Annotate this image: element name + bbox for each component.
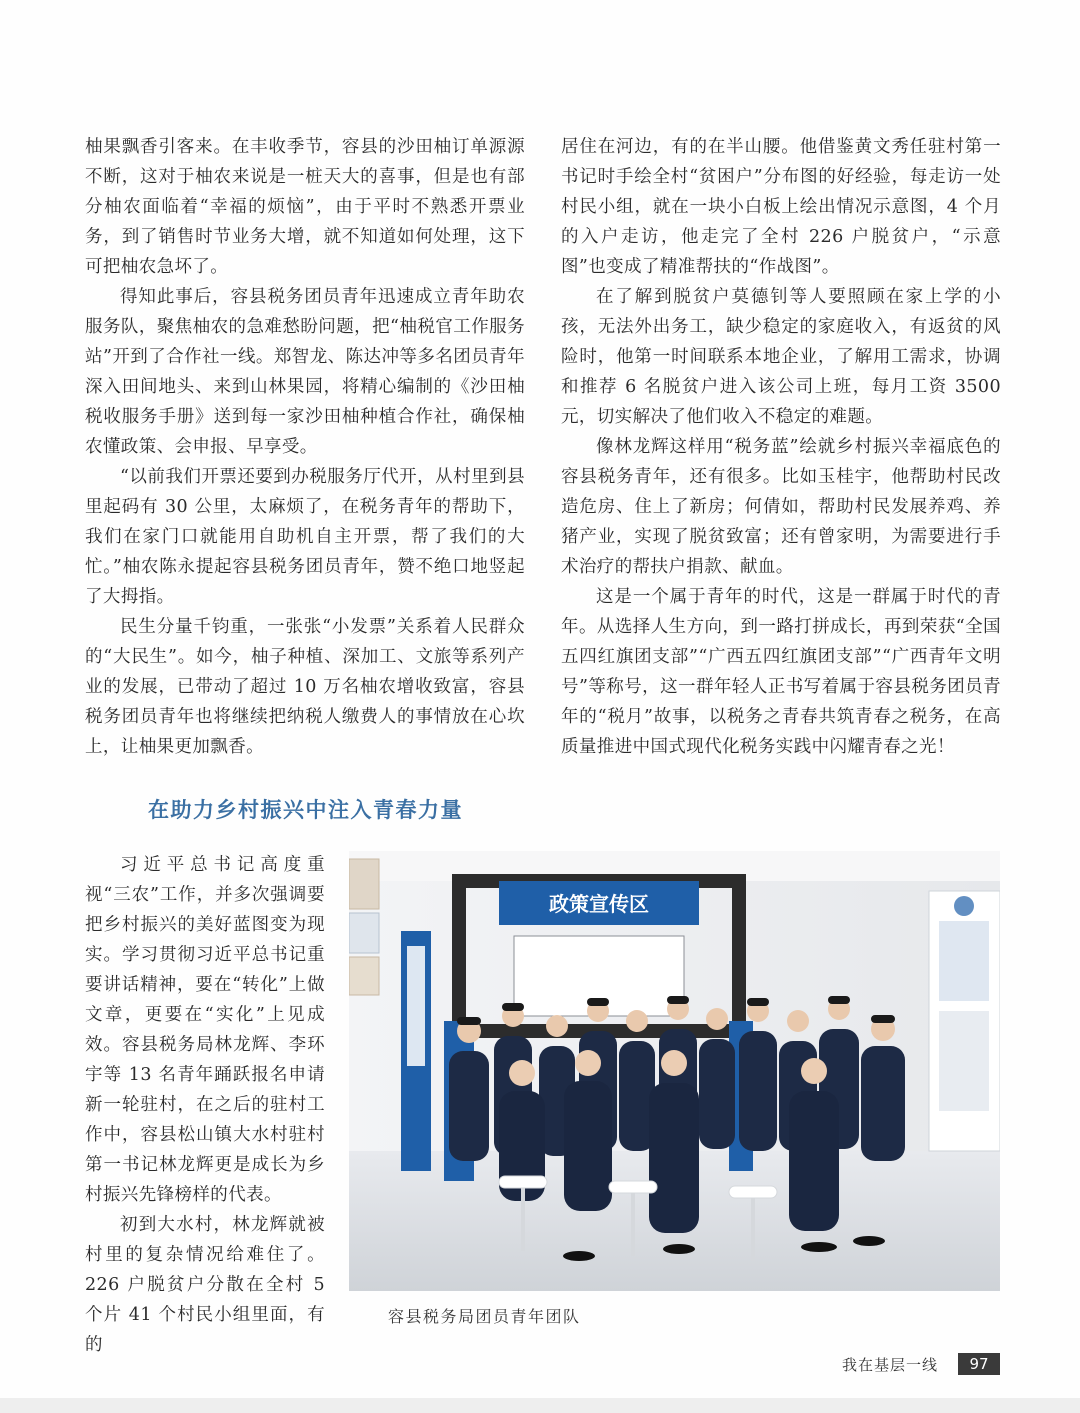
paragraph: 得知此事后，容县税务团员青年迅速成立青年助农服务队，聚焦柚农的急难愁盼问题，把“柚税官工作服务站”开到了合作社一线。郑智龙、陈达冲等多名团员青年深入田间地头、来到山林果园，将精心编制的《沙田柚税收服务手册》送到每一家沙田柚种植合作社，确保柚农懂政策、会申报、早享受。 bbox=[85, 287, 525, 457]
bottom-margin bbox=[0, 1398, 1080, 1413]
paragraph: 居住在河边，有的在半山腰。他借鉴黄文秀任驻村第一书记时手绘全村“贫困户”分布图的好经验，每走访一处村民小组，就在一块小白板上绘出情况示意图，4 个月的入户走访，他走完了全村 226 户脱贫户，“示意图”也变成了精准帮扶的“作战图”。 bbox=[561, 137, 1001, 277]
paragraph: 在了解到脱贫户莫德钊等人要照顾在家上学的小孩，无法外出务工，缺少稳定的家庭收入，有返贫的风险时，他第一时间联系本地企业，了解用工需求，协调和推荐 6 名脱贫户进入该公司上班，每月工资 3500 元，切实解决了他们收入不稳定的难题。 bbox=[561, 287, 1001, 427]
paragraph: 民生分量千钧重，一张张“小发票”关系着人民群众的“大民生”。如今，柚子种植、深加工、文旅等系列产业的发展，已带动了超过 10 万名柚农增收致富，容县税务团员青年也将继续把纳税人缴费人的事情放在心坎上，让柚果更加飘香。 bbox=[85, 617, 525, 757]
left-column-top bbox=[85, 132, 525, 762]
paragraph: 柚果飘香引客来。在丰收季节，容县的沙田柚订单源源不断，这对于柚农来说是一桩天大的喜事，但是也有部分柚农面临着“幸福的烦恼”，由于平时不熟悉开票业务，到了销售时节业务大增，就不知道如何处理，这下可把柚农急坏了。 bbox=[85, 137, 525, 277]
paragraph: 这是一个属于青年的时代，这是一群属于时代的青年。从选择人生方向，到一路打拼成长，再到荣获“全国五四红旗团支部”“广西五四红旗团支部”“广西青年文明号”等称号，这一群年轻人正书写着属于容县税务团员青年的“税月”故事，以税务之青春共筑青春之税务，在高质量推进中国式现代化税务实践中闪耀青春之光！ bbox=[561, 587, 1001, 757]
section-heading: 在助力乡村振兴中注入青春力量 bbox=[148, 798, 463, 822]
left-column-bottom bbox=[85, 850, 325, 1360]
footer-column-title: 我在基层一线 bbox=[842, 1356, 939, 1374]
group-photo-illustration bbox=[349, 851, 1000, 1291]
paragraph: 习近平总书记高度重视“三农”工作，并多次强调要把乡村振兴的美好蓝图变为现实。学习贯彻习近平总书记重要讲话精神，要在“转化”上做文章，更要在“实化”上见成效。容县税务局林龙辉、李环宇等 13 名青年踊跃报名申请新一轮驻村，在之后的驻村工作中，容县松山镇大水村驻村第一书记林龙辉更是成长为乡村振兴先锋榜样的代表。 bbox=[85, 855, 325, 1205]
photo-caption: 容县税务局团员青年团队 bbox=[388, 1307, 581, 1326]
paragraph: “以前我们开票还要到办税服务厅代开，从村里到县里起码有 30 公里，太麻烦了，在税务青年的帮助下，我们在家门口就能用自助机自主开票，帮了我们的大忙。”柚农陈永提起容县税务团员青年，赞不绝口地竖起了大拇指。 bbox=[85, 467, 525, 607]
sign-text: 政策宣传区 bbox=[549, 892, 649, 916]
right-column-top bbox=[561, 132, 1001, 762]
page-number: 97 bbox=[958, 1353, 1000, 1375]
group-photo bbox=[349, 851, 1000, 1291]
paragraph: 像林龙辉这样用“税务蓝”绘就乡村振兴幸福底色的容县税务青年，还有很多。比如玉桂宇，他帮助村民改造危房、住上了新房；何倩如，帮助村民发展养鸡、养猪产业，实现了脱贫致富；还有曾家明，为需要进行手术治疗的帮扶户捐款、献血。 bbox=[561, 437, 1001, 577]
paragraph: 初到大水村，林龙辉就被村里的复杂情况给难住了。226 户脱贫户分散在全村 5 个片 41 个村民小组里面，有的 bbox=[85, 1215, 325, 1355]
